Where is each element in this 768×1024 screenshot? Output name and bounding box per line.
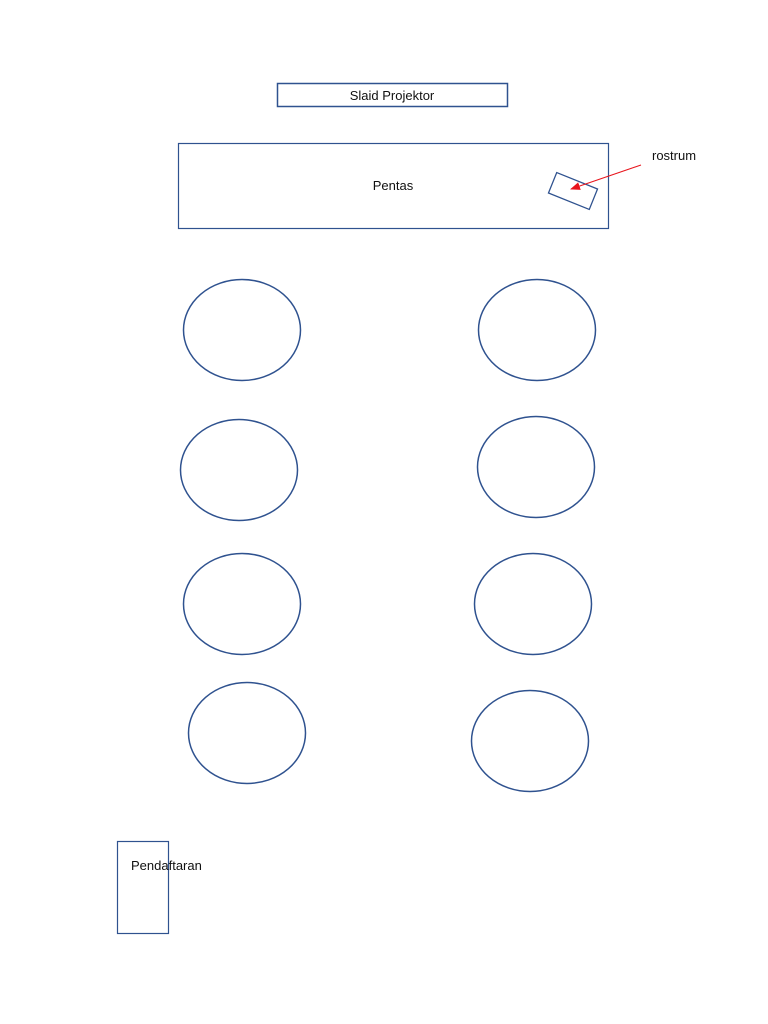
rostrum-arrow xyxy=(571,165,641,189)
table-left-4 xyxy=(189,683,306,784)
tables xyxy=(181,280,596,792)
table-left-3 xyxy=(184,554,301,655)
stage xyxy=(179,144,609,229)
table-right-1 xyxy=(479,280,596,381)
stage-label: Pentas xyxy=(372,178,414,193)
table-right-3 xyxy=(475,554,592,655)
rostrum-label: rostrum xyxy=(652,148,697,163)
table-left-2 xyxy=(181,420,298,521)
table-right-4 xyxy=(472,691,589,792)
registration-label: Pendaftaran xyxy=(131,858,202,873)
rostrum-box xyxy=(548,173,597,210)
projector-screen xyxy=(278,84,508,107)
registration-desk xyxy=(118,842,202,934)
rostrum xyxy=(548,148,696,209)
projector-label: Slaid Projektor xyxy=(349,88,435,103)
table-left-1 xyxy=(184,280,301,381)
registration-box xyxy=(118,842,169,934)
table-right-2 xyxy=(478,417,595,518)
